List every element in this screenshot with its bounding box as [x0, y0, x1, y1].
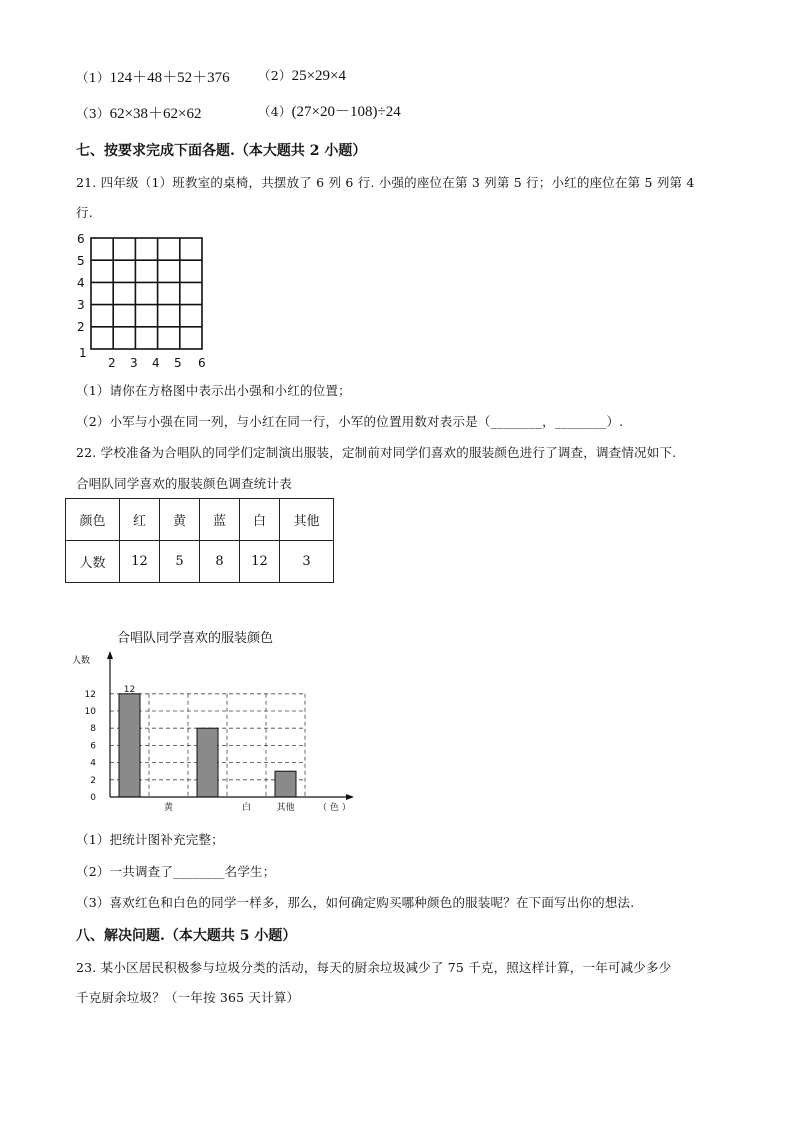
calc-label: （3）	[76, 106, 110, 121]
table-cell: 3	[280, 541, 334, 583]
y-tick-label: 4	[90, 758, 96, 769]
y-axis-label: 人数	[72, 656, 91, 666]
question-23-text: 23. 某小区居民积极参与垃圾分类的活动，每天的厨余垃圾减少了 75 千克，照这样计算，一年可减少多少	[76, 960, 672, 975]
chart-title: 合唱队同学喜欢的服装颜色	[117, 631, 274, 646]
y-tick-label: 12	[84, 689, 96, 700]
data-label: 12	[123, 684, 136, 695]
x-tick-label: 其他	[276, 803, 295, 813]
table-title: 合唱队同学喜欢的服装颜色调查统计表	[76, 476, 292, 491]
grid-y-label: 1	[79, 346, 87, 360]
section-heading: 八、解决问题.（本大题共 5 小题）	[76, 928, 297, 944]
bar	[275, 771, 296, 797]
table-cell: 黄	[160, 499, 200, 541]
grid-y-label: 4	[77, 276, 85, 290]
question-22-sub2: （2）一共调查了________名学生；	[76, 864, 276, 879]
table-cell: 红	[120, 499, 160, 541]
question-22-sub3: （3）喜欢红色和白色的同学一样多，那么，如何确定购买哪种颜色的服装呢？在下面写出你的想法.	[76, 895, 635, 910]
calc-problem-2	[258, 66, 346, 85]
table-cell: 5	[160, 541, 200, 583]
section-heading: 七、按要求完成下面各题.（本大题共 2 小题）	[76, 143, 367, 159]
y-tick-label: 0	[90, 793, 96, 803]
y-axis-arrow	[107, 651, 113, 659]
calc-label: （1）	[76, 70, 110, 85]
seating-grid	[70, 228, 220, 373]
calc-expression: 62×38＋62×62	[109, 106, 202, 122]
table-cell: 12	[240, 541, 280, 583]
calc-problem-3	[76, 102, 201, 123]
survey-table	[65, 498, 334, 583]
calc-expression: 25×29×4	[291, 68, 346, 84]
x-axis-arrow	[346, 794, 354, 800]
calc-expression: (27×20－108)÷24	[291, 104, 401, 120]
y-tick-label: 6	[90, 741, 96, 752]
grid-y-label: 5	[77, 254, 85, 268]
x-axis-label: （ 色 ）	[318, 803, 351, 813]
calc-problem-1	[76, 66, 230, 87]
question-21-text-cont: 行.	[76, 205, 93, 220]
table-cell: 12	[120, 541, 160, 583]
question-21-sub1: （1）请你在方格图中表示出小强和小红的位置；	[76, 383, 351, 398]
grid-x-label: 6	[198, 356, 206, 370]
table-row	[66, 541, 334, 583]
table-cell: 8	[200, 541, 240, 583]
table-cell: 蓝	[200, 499, 240, 541]
x-tick-label: 白	[241, 803, 252, 813]
table-cell: 人数	[66, 541, 120, 583]
x-tick-label: 黄	[163, 803, 174, 813]
table-cell: 其他	[280, 499, 334, 541]
calc-label: （4）	[258, 104, 292, 119]
question-23-text-cont: 千克厨余垃圾？（一年按 365 天计算）	[76, 990, 300, 1005]
question-22-text: 22. 学校准备为合唱队的同学们定制演出服装，定制前对同学们喜欢的服装颜色进行了调查，调查情况如下.	[76, 445, 677, 460]
grid-x-label: 2	[108, 356, 116, 370]
calc-problem-4	[258, 100, 401, 121]
grid-x-label: 3	[130, 356, 138, 370]
table-header-row	[66, 499, 334, 541]
table-cell: 白	[240, 499, 280, 541]
question-22-sub1: （1）把统计图补充完整；	[76, 832, 224, 847]
grid-x-label: 4	[152, 356, 160, 370]
table-cell: 颜色	[66, 499, 120, 541]
question-21-sub2: （2）小军与小强在同一列，与小红在同一行，小军的位置用数对表示是（________，________）.	[76, 414, 624, 429]
grid-x-label: 5	[174, 356, 182, 370]
bar-chart	[70, 645, 370, 815]
grid-y-label: 2	[77, 320, 85, 334]
y-tick-label: 8	[90, 724, 96, 735]
bar	[197, 728, 218, 797]
y-tick-label: 10	[84, 707, 96, 717]
grid-y-label: 3	[77, 298, 85, 312]
calc-label: （2）	[258, 68, 292, 83]
grid-y-label: 6	[77, 232, 85, 246]
question-21-text: 21. 四年级（1）班教室的桌椅，共摆放了 6 列 6 行. 小强的座位在第 3 列第 5 行；小红的座位在第 5 列第 4	[76, 175, 695, 190]
calc-expression: 124＋48＋52＋376	[109, 70, 230, 86]
y-tick-label: 2	[90, 775, 96, 786]
bar	[119, 694, 140, 797]
